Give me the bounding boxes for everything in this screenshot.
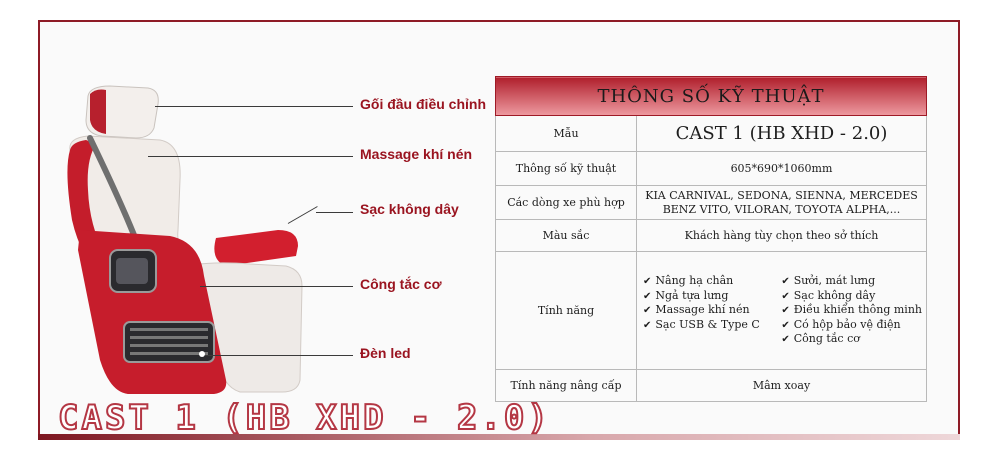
callout-line-headrest: [155, 106, 353, 107]
check-icon: ✔: [643, 305, 652, 317]
spec-table: [495, 76, 927, 402]
feature-item: ✔ Có hộp bảo vệ điện: [781, 317, 901, 331]
compatible-line-2: BENZ VITO, VILORAN, TOYOTA ALPHA,...: [662, 202, 901, 216]
check-icon: ✔: [643, 276, 652, 288]
callout-massage: Massage khí nén: [360, 146, 473, 162]
spec-label-dimensions: Thông số kỹ thuật: [496, 152, 637, 186]
callout-line-massage: [148, 156, 353, 157]
feature-item: ✔ Ngả tựa lưng: [643, 288, 729, 302]
spec-value-compatible: [637, 186, 927, 220]
seat-illustration: [50, 80, 350, 400]
feature-item: ✔ Sạc không dây: [781, 288, 876, 302]
check-icon: ✔: [643, 290, 652, 302]
callout-mechanical-switch: Công tắc cơ: [360, 276, 442, 292]
check-icon: ✔: [781, 290, 790, 302]
feature-item: ✔ Điều khiển thông minh: [781, 303, 922, 317]
features-right-list: [781, 274, 922, 347]
check-icon: ✔: [781, 305, 790, 317]
spec-value-dimensions: 605*690*1060mm: [637, 152, 927, 186]
check-icon: ✔: [781, 319, 790, 331]
callout-wireless-charging: Sạc không dây: [360, 201, 459, 217]
spec-table-title: THÔNG SỐ KỸ THUẬT: [496, 77, 927, 116]
callout-headrest: Gối đầu điều chỉnh: [360, 96, 486, 112]
callout-led: Đèn led: [360, 345, 411, 361]
spec-value-features: [637, 252, 927, 370]
check-icon: ✔: [781, 276, 790, 288]
spec-label-compatible: Các dòng xe phù hợp: [496, 186, 637, 220]
spec-label-color: Màu sắc: [496, 220, 637, 252]
feature-item: ✔ Công tắc cơ: [781, 332, 860, 346]
callout-line-wireless: [316, 212, 353, 213]
callout-line-switch: [200, 286, 353, 287]
feature-item: ✔ Nâng hạ chân: [643, 274, 734, 288]
compatible-line-1: KIA CARNIVAL, SEDONA, SIENNA, MERCEDES: [645, 188, 918, 202]
spec-value-color: Khách hàng tùy chọn theo sở thích: [637, 220, 927, 252]
product-badge: CAST 1 (HB XHD - 2.0): [58, 398, 551, 438]
callout-line-led: [205, 355, 353, 356]
feature-item: ✔ Sạc USB & Type C: [643, 317, 760, 331]
spec-label-upgrade: Tính năng nâng cấp: [496, 370, 637, 402]
feature-item: ✔ Sưởi, mát lưng: [781, 274, 876, 288]
features-left-list: [643, 274, 775, 347]
spec-value-upgrade: Mâm xoay: [637, 370, 927, 402]
check-icon: ✔: [643, 319, 652, 331]
check-icon: ✔: [781, 334, 790, 346]
spec-value-model: CAST 1 (HB XHD - 2.0): [637, 116, 927, 152]
feature-item: ✔ Massage khí nén: [643, 303, 750, 317]
spec-label-model: Mẫu: [496, 116, 637, 152]
spec-label-features: Tính năng: [496, 252, 637, 370]
